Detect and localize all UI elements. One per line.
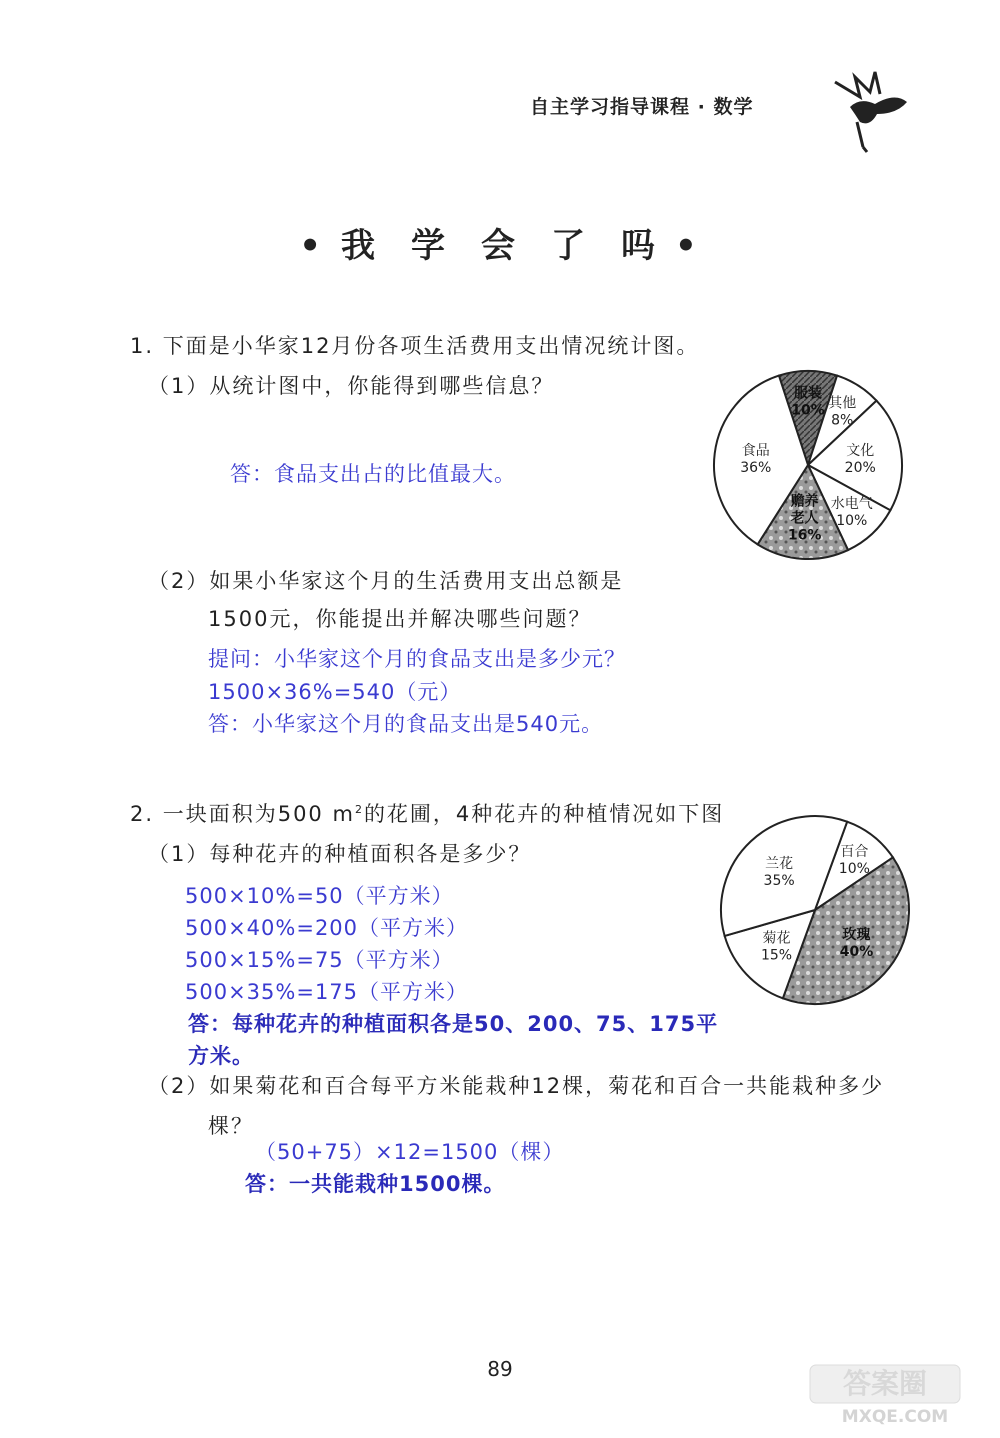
title-char: 会 [481, 226, 519, 266]
slice-value: 20% [844, 459, 876, 476]
slice-label: 菊花 [762, 930, 791, 947]
q1-sub1: （1）从统计图中，你能得到哪些信息？ [148, 374, 555, 398]
slice-value: 8% [831, 412, 854, 429]
slice-label: 赡养 [790, 493, 819, 510]
chart-expenses [708, 365, 908, 569]
watermark-text: MXQE.COM [841, 1407, 949, 1427]
q2-text: 2. 一块面积为500 $m^2$的花圃，4种花卉的种植情况如下图 [130, 802, 725, 826]
q1-sub2-line2: 1500元，你能提出并解决哪些问题？ [208, 607, 592, 631]
slice-value: 15% [760, 947, 793, 964]
q2-calc2: （50+75）×12=1500（棵） [255, 1140, 565, 1164]
q1-answer2: 答：小华家这个月的食品支出是540元。 [208, 712, 604, 736]
slice-label: 文化 [846, 442, 875, 459]
slice-label: 服装 [794, 385, 822, 402]
slice-value: 36% [740, 459, 772, 476]
slice-label: 水电气 [830, 496, 873, 513]
slice-label: 玫瑰 [842, 926, 871, 943]
slice-value: 40% [839, 943, 874, 960]
q2-answer1-line1: 答：每种花卉的种植面积各是50、200、75、175平 [188, 1012, 719, 1036]
watermark-logo [800, 1360, 990, 1430]
chart-flowers [715, 810, 915, 1014]
q1-ask: 提问：小华家这个月的食品支出是多少元？ [208, 647, 626, 671]
q2-calc: 500×40%=200（平方米） [185, 916, 469, 940]
slice-label: 兰花 [765, 856, 794, 873]
q2-sub2-line2: 棵？ [208, 1114, 254, 1138]
q2-calc: 500×35%=175（平方米） [185, 980, 469, 1004]
slice-value: 35% [763, 873, 795, 890]
slice-label: 百合 [840, 844, 869, 861]
slice-label: 其他 [828, 395, 857, 412]
title-char: 吗 [621, 226, 659, 266]
q1-sub2-line1: （2）如果小华家这个月的生活费用支出总额是 [148, 569, 624, 593]
title-char: 学 [411, 226, 449, 266]
slice-value: 10% [791, 402, 825, 419]
page-number: 89 [487, 1357, 513, 1381]
slice-label: 食品 [741, 442, 770, 459]
svg-text:答案圈: 答案圈 [842, 1367, 928, 1400]
bird-decoration-icon [815, 52, 915, 162]
q2-answer2: 答：一共能栽种1500棵。 [245, 1172, 506, 1196]
q1-text: 1. 下面是小华家12月份各项生活费用支出情况统计图。 [130, 334, 700, 358]
slice-value: 10% [836, 513, 868, 530]
pie-chart-expenses [708, 365, 908, 565]
q2-answer1-line2: 方米。 [188, 1044, 254, 1068]
q1-answer1: 答：食品支出占的比值最大。 [230, 462, 516, 486]
slice-value: 16% [787, 527, 822, 544]
pie-chart-flowers [715, 810, 915, 1010]
q2-sub1: （1）每种花卉的种植面积各是多少？ [148, 842, 532, 866]
title-char: 了 [551, 226, 589, 266]
title-char: 我 [341, 226, 379, 266]
slice-value: 10% [838, 861, 870, 878]
q2-calc: 500×10%=50（平方米） [185, 884, 454, 908]
header-title: 自主学习指导课程 · 数学 [530, 96, 754, 118]
q1-calc: 1500×36%=540（元） [208, 680, 462, 704]
section-title: • 我 学 会 了 吗 • [0, 218, 1000, 267]
q2-sub2-line1: （2）如果菊花和百合每平方米能栽种12棵，菊花和百合一共能栽种多少 [148, 1074, 885, 1098]
slice-label: 老人 [790, 510, 819, 527]
q2-calc: 500×15%=75（平方米） [185, 948, 454, 972]
